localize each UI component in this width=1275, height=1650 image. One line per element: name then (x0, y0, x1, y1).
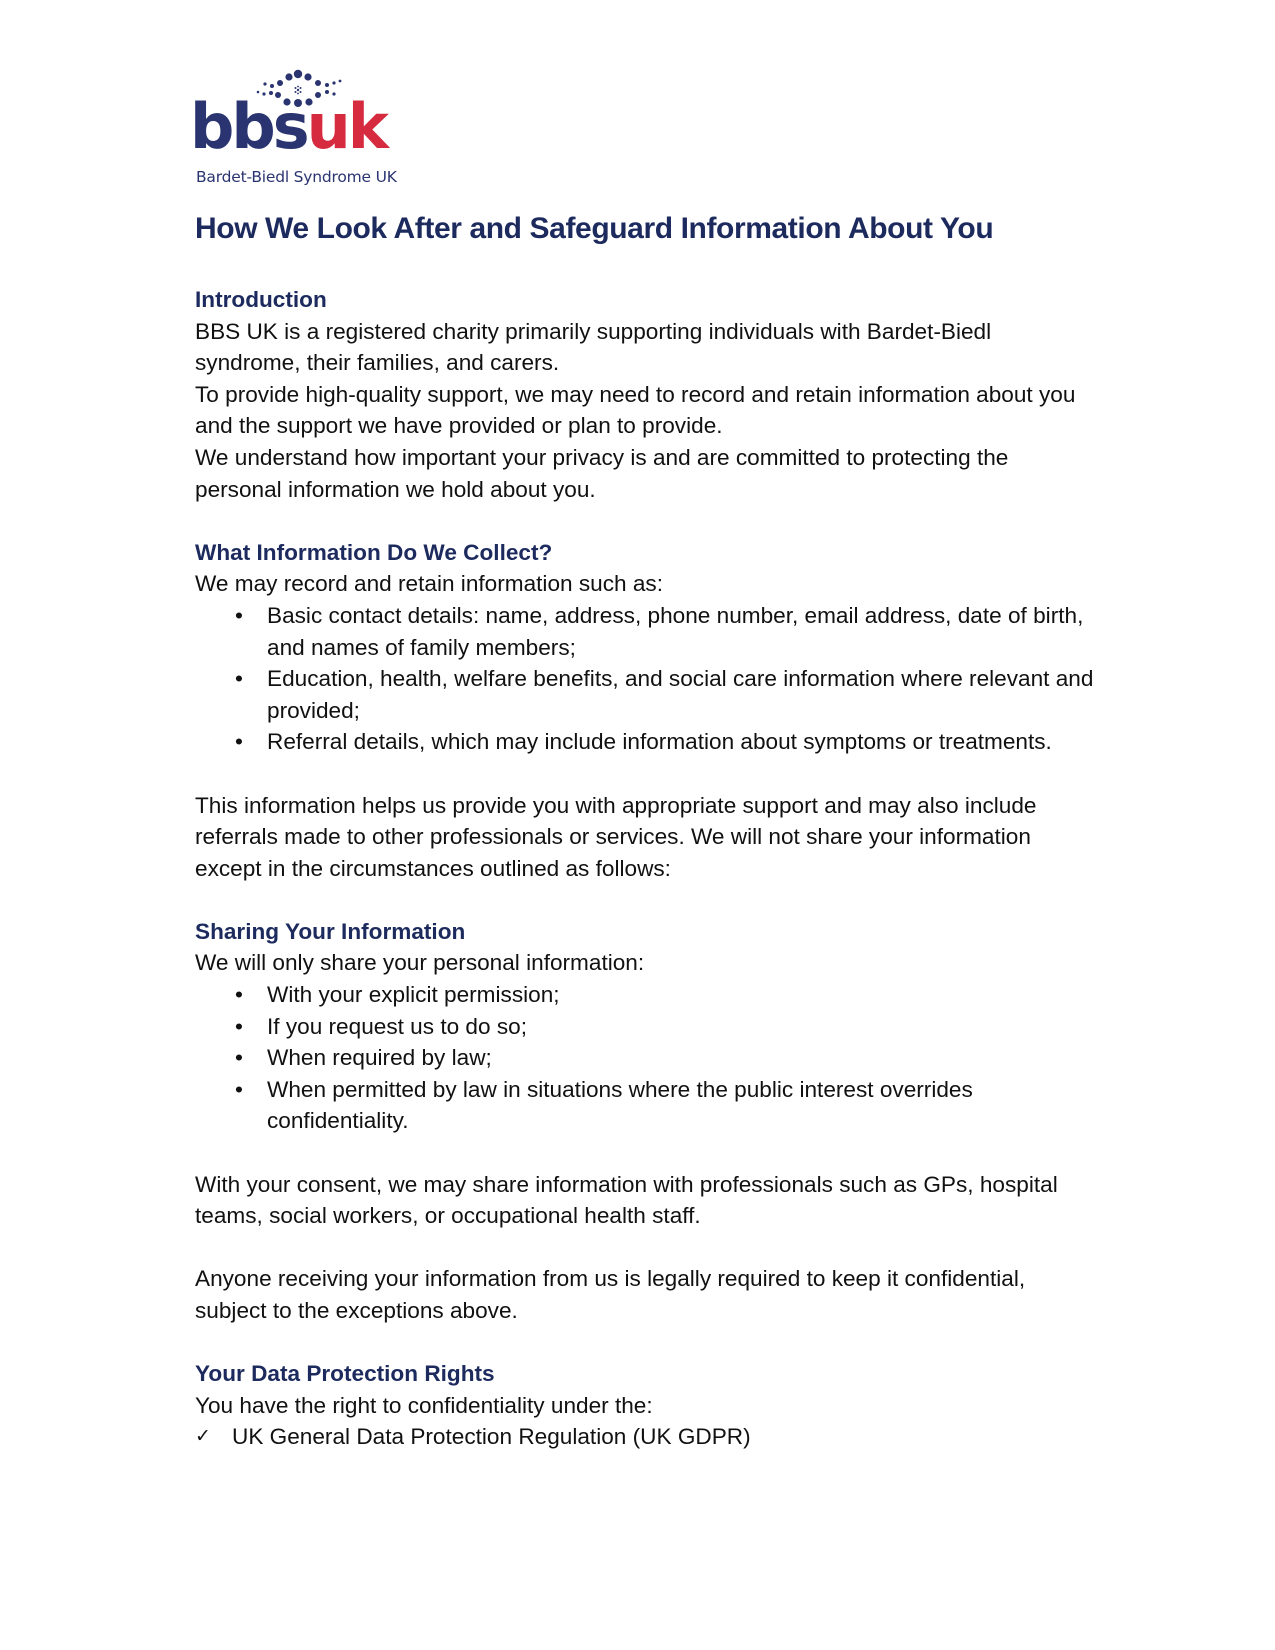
page-title: How We Look After and Safeguard Information About You (195, 212, 994, 245)
paragraph: We may record and retain information such as: (195, 571, 663, 597)
logo-dot (270, 84, 274, 88)
list-item-text: UK General Data Protection Regulation (UK GDPR) (232, 1424, 751, 1450)
document-body (195, 284, 1095, 1453)
bbsuk-logo (190, 62, 410, 192)
list-item (195, 600, 1095, 663)
logo-dot (263, 82, 266, 85)
logo-dot (325, 83, 329, 87)
list-item-text: When permitted by law in situations where the public interest overrides confidentiality. (267, 1076, 973, 1134)
paragraph: BBS UK is a registered charity primarily supporting individuals with Bardet-Biedl syndrome, their families, and carers. (195, 318, 992, 376)
spacer (195, 1327, 1095, 1359)
checkmark-icon: ✓ (195, 1425, 211, 1448)
list-item-text: With your explicit permission; (267, 982, 560, 1008)
list-item (195, 663, 1095, 726)
bullet-list-sharing (195, 979, 1095, 1137)
spacer (195, 1232, 1095, 1264)
bullet-icon: • (235, 602, 243, 628)
paragraph: With your consent, we may share information with professionals such as GPs, hospital teams, social workers, or occupational health staff. (195, 1171, 1058, 1229)
list-item-text: Basic contact details: name, address, phone number, email address, date of birth, and names of family members; (267, 602, 1084, 660)
spacer (195, 505, 1095, 537)
section-heading-collect: What Information Do We Collect? (195, 539, 553, 565)
logo-dot (332, 81, 335, 84)
list-item-text: When required by law; (267, 1045, 492, 1071)
logo-dot (315, 80, 321, 86)
section-heading-rights: Your Data Protection Rights (195, 1361, 495, 1387)
bullet-icon: • (235, 1045, 243, 1071)
section-heading-sharing: Sharing Your Information (195, 918, 466, 944)
logo-tagline: Bardet-Biedl Syndrome UK (196, 168, 397, 186)
list-item (195, 726, 1095, 758)
logo-dot (339, 80, 342, 83)
bullet-icon: • (235, 1076, 243, 1102)
list-item (195, 1074, 1095, 1137)
spacer (195, 1137, 1095, 1169)
list-item (195, 979, 1095, 1011)
paragraph: You have the right to confidentiality under the: (195, 1392, 653, 1418)
paragraph: We will only share your personal information: (195, 950, 645, 976)
paragraph: Anyone receiving your information from us is legally required to keep it confidential, subject to the exceptions above. (195, 1266, 1026, 1323)
list-item (195, 1421, 1095, 1453)
list-item-text: If you request us to do so; (267, 1013, 527, 1039)
list-item (195, 1042, 1095, 1074)
logo-wordmark-bbs: bbs (190, 90, 307, 163)
list-item-text: Education, health, welfare benefits, and social care information where relevant and provided; (267, 666, 1094, 723)
spacer (195, 758, 1095, 790)
logo-dot (294, 70, 302, 78)
logo-dot (277, 80, 283, 86)
logo-dot (304, 73, 311, 80)
bullet-icon: • (235, 1013, 243, 1039)
spacer (195, 884, 1095, 916)
logo-wordmark (190, 90, 387, 163)
bullet-icon: • (235, 666, 243, 692)
bullet-icon: • (235, 729, 243, 755)
paragraph: We understand how important your privacy is and are committed to protecting the personal information we hold about you. (195, 444, 1009, 502)
bullet-icon: • (235, 982, 243, 1008)
paragraph: This information helps us provide you with appropriate support and may also include referrals made to other professionals or services. We will not share your information except in the circumstances outlined as follows: (195, 792, 1037, 881)
logo-wordmark-uk: uk (306, 90, 387, 163)
list-item-text: Referral details, which may include information about symptoms or treatments. (267, 729, 1052, 755)
section-heading-introduction: Introduction (195, 287, 327, 312)
list-item (195, 1011, 1095, 1043)
logo-dot (285, 73, 292, 80)
paragraph: To provide high-quality support, we may need to record and retain information about you and the support we have provided or plan to provide. (195, 381, 1076, 439)
bullet-list-collect (195, 600, 1095, 758)
checklist-rights (195, 1421, 1095, 1453)
